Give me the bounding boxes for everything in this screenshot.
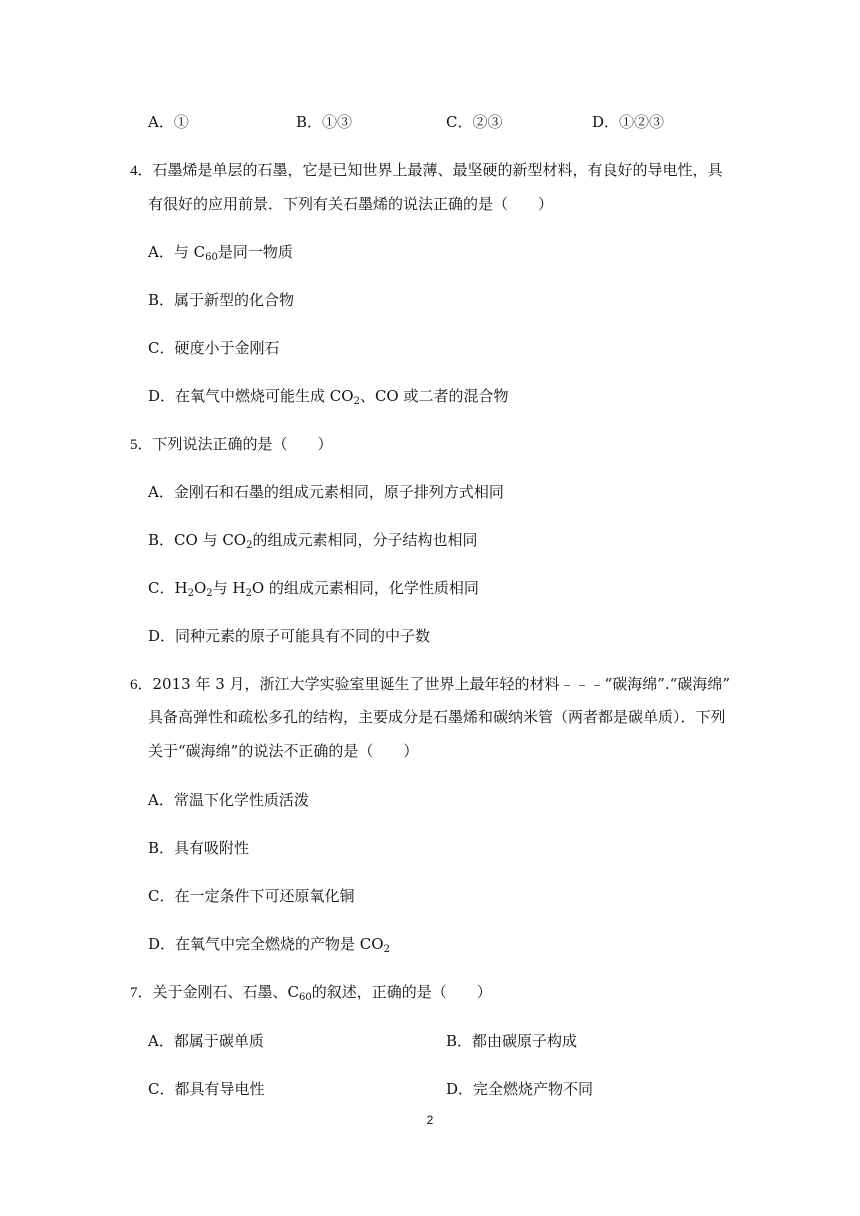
q5-stem <box>130 434 333 455</box>
subscript: 2 <box>246 540 253 551</box>
option-label: D． <box>592 113 620 131</box>
text: D．在氧气中燃烧可能生成 CO <box>148 387 354 405</box>
q3-option-b <box>296 112 352 132</box>
subscript: 60 <box>299 992 312 1003</box>
q4-option-b: B．属于新型的化合物 <box>148 291 295 309</box>
option-text: ①③ <box>322 113 353 131</box>
q5-option-b <box>148 530 478 550</box>
q3-option-d <box>592 112 664 132</box>
q7-stem <box>130 982 492 1003</box>
q6-option-a: A．常温下化学性质活泼 <box>148 791 309 809</box>
text: 是同一物质 <box>217 243 293 261</box>
text: A．与 C <box>148 243 206 261</box>
q6-option-d <box>148 934 390 954</box>
text: C．H <box>148 579 188 597</box>
stem-text: 下列说法正确的是（ ） <box>152 435 333 453</box>
option-text: ① <box>173 113 189 131</box>
q4-stem-line2: 有很好的应用前景．下列有关石墨烯的说法正确的是（ ） <box>148 195 554 213</box>
q5-option-c <box>148 578 479 598</box>
text: 与 H <box>212 579 246 597</box>
q7-option-c: C．都具有导电性 <box>148 1080 265 1098</box>
option-label: A． <box>148 113 174 131</box>
subscript: 2 <box>383 944 390 955</box>
q4-option-d <box>148 386 509 406</box>
q3-option-a <box>148 112 189 132</box>
question-number: 6． <box>130 677 153 693</box>
text: O 的组成元素相同，化学性质相同 <box>251 579 479 597</box>
q6-stem-line1 <box>130 674 730 695</box>
q4-stem-line1 <box>130 160 723 181</box>
question-number: 4． <box>130 163 153 179</box>
q6-stem-line3: 关于“碳海绵”的说法不正确的是（ ） <box>148 742 419 760</box>
page-number: 2 <box>426 1113 434 1127</box>
text: 的叙述，正确的是（ ） <box>311 983 492 1001</box>
question-number: 7． <box>130 985 153 1001</box>
option-text: ②③ <box>472 113 503 131</box>
text: 、CO 或二者的混合物 <box>359 387 509 405</box>
q5-option-a: A．金刚石和石墨的组成元素相同，原子排列方式相同 <box>148 483 504 501</box>
option-text: ①②③ <box>619 113 665 131</box>
text: B．CO 与 CO <box>148 531 247 549</box>
option-label: B． <box>296 113 323 131</box>
q6-stem-line2: 具备高弹性和疏松多孔的结构，主要成分是石墨烯和碳纳米管（两者都是碳单质）．下列 <box>148 708 726 726</box>
q6-option-c: C．在一定条件下可还原氧化铜 <box>148 887 355 905</box>
q7-option-b: B．都由碳原子构成 <box>446 1032 578 1050</box>
stem-text: 2013 年 3 月，浙江大学实验室里诞生了世界上最年轻的材料﹣﹣﹣“碳海绵”.“碳海绵” <box>152 675 730 693</box>
subscript: 2 <box>245 588 252 599</box>
text: 的组成元素相同，分子结构也相同 <box>252 531 478 549</box>
q4-option-c: C．硬度小于金刚石 <box>148 339 280 357</box>
subscript: 60 <box>205 252 218 263</box>
q7-option-d: D．完全燃烧产物不同 <box>446 1080 594 1098</box>
text: O <box>193 579 207 597</box>
q4-option-a <box>148 242 293 262</box>
option-label: C． <box>446 113 473 131</box>
subscript: 2 <box>206 588 213 599</box>
text: 关于金刚石、石墨、C <box>152 983 299 1001</box>
subscript: 2 <box>353 396 360 407</box>
stem-text: 石墨烯是单层的石墨，它是已知世界上最薄、最坚硬的新型材料，有良好的导电性，具 <box>152 161 723 179</box>
subscript: 2 <box>187 588 194 599</box>
text: D．在氧气中完全燃烧的产物是 CO <box>148 935 384 953</box>
q5-option-d: D．同种元素的原子可能具有不同的中子数 <box>148 627 431 645</box>
question-number: 5． <box>130 437 153 453</box>
q6-option-b: B．具有吸附性 <box>148 839 250 857</box>
q7-option-a: A．都属于碳单质 <box>148 1032 264 1050</box>
q3-option-c <box>446 112 503 132</box>
